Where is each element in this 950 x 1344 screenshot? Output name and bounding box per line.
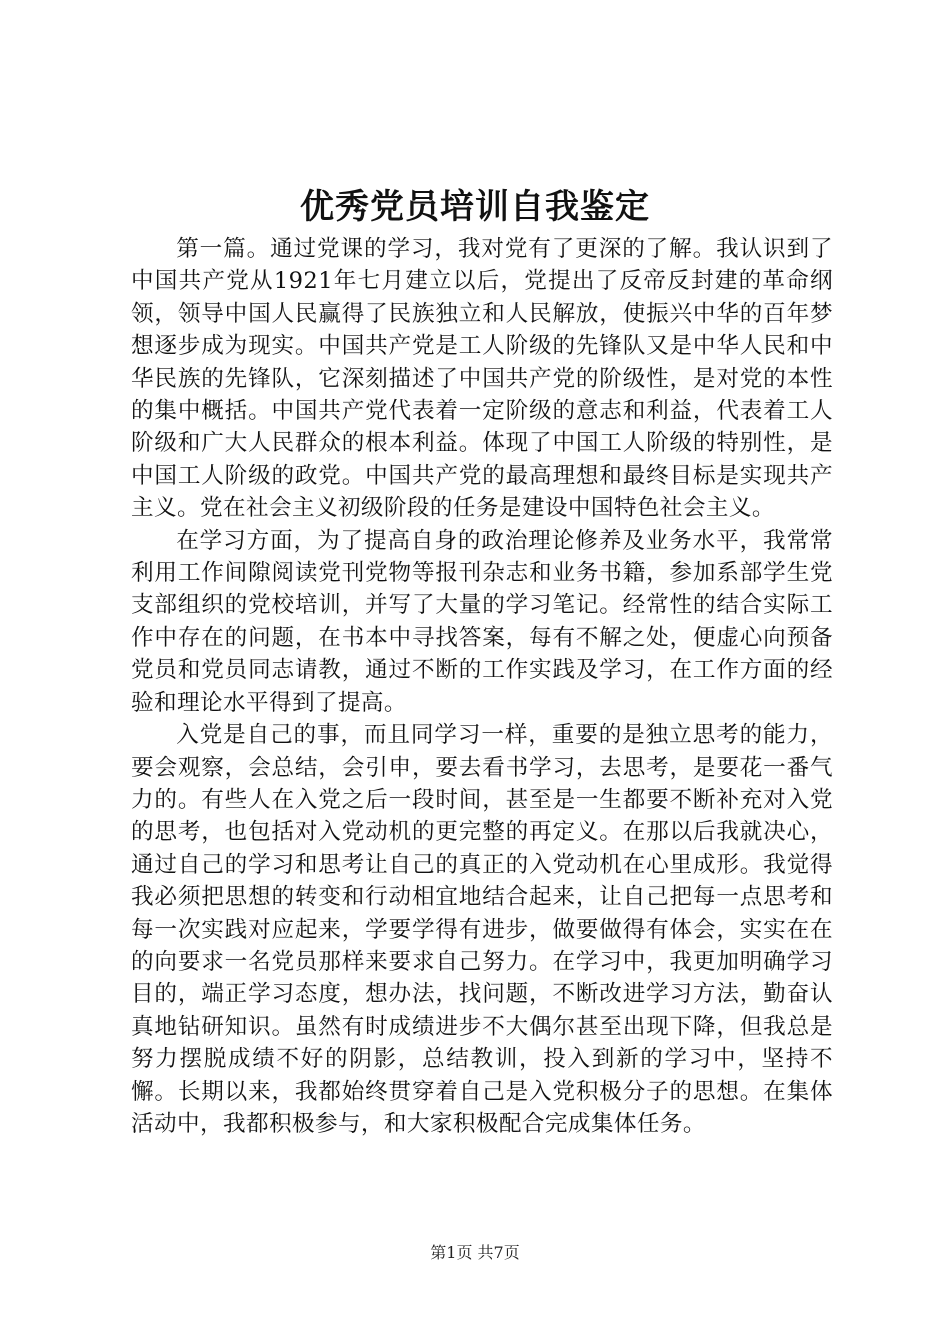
paragraph-1: 第一篇。通过党课的学习，我对党有了更深的了解。我认识到了中国共产党从1921年七月建立以后，党提出了反帝反封建的革命纲领，领导中国人民赢得了民族独立和人民解放，使振兴中华的百年梦想逐步成为现实。中国共产党是工人阶级的先锋队又是中华人民和中华民族的先锋队，它深刻描述了中国共产党的阶级性，是对党的本性的集中概括。中国共产党代表着一定阶级的意志和利益，代表着工人阶级和广大人民群众的根本利益。体现了中国工人阶级的特别性，是中国工人阶级的政党。中国共产党的最高理想和最终目标是实现共产主义。党在社会主义初级阶段的任务是建设中国特色社会主义。 (131, 236, 833, 522)
paragraph-2: 在学习方面，为了提高自身的政治理论修养及业务水平，我常常利用工作间隙阅读党刊党物等报刊杂志和业务书籍，参加系部学生党支部组织的党校培训，并写了大量的学习笔记。经常性的结合实际工作中存在的问题，在书本中寻找答案，每有不解之处，便虚心向预备党员和党员同志请教，通过不断的工作实践及学习，在工作方面的经验和理论水平得到了提高。 (131, 527, 833, 716)
page-number-footer: 第1页 共7页 (430, 1243, 520, 1262)
document-body (131, 233, 833, 1140)
document-title: 优秀党员培训自我鉴定 (300, 187, 650, 227)
paragraph-3: 入党是自己的事，而且同学习一样，重要的是独立思考的能力，要会观察，会总结，会引申，要去看书学习，去思考，是要花一番气力的。有些人在入党之后一段时间，甚至是一生都要不断补充对入党的思考，也包括对入党动机的更完整的再定义。在那以后我就决心，通过自己的学习和思考让自己的真正的入党动机在心里成形。我觉得我必须把思想的转变和行动相宜地结合起来，让自己把每一点思考和每一次实践对应起来，学要学得有进步，做要做得有体会，实实在在的向要求一名党员那样来要求自己努力。在学习中，我更加明确学习目的，端正学习态度，想办法，找问题，不断改进学习方法，勤奋认真地钻研知识。虽然有时成绩进步不大偶尔甚至出现下降，但我总是努力摆脱成绩不好的阴影，总结教训，投入到新的学习中，坚持不懈。长期以来，我都始终贯穿着自己是入党积极分子的思想。在集体活动中，我都积极参与，和大家积极配合完成集体任务。 (131, 722, 833, 1137)
